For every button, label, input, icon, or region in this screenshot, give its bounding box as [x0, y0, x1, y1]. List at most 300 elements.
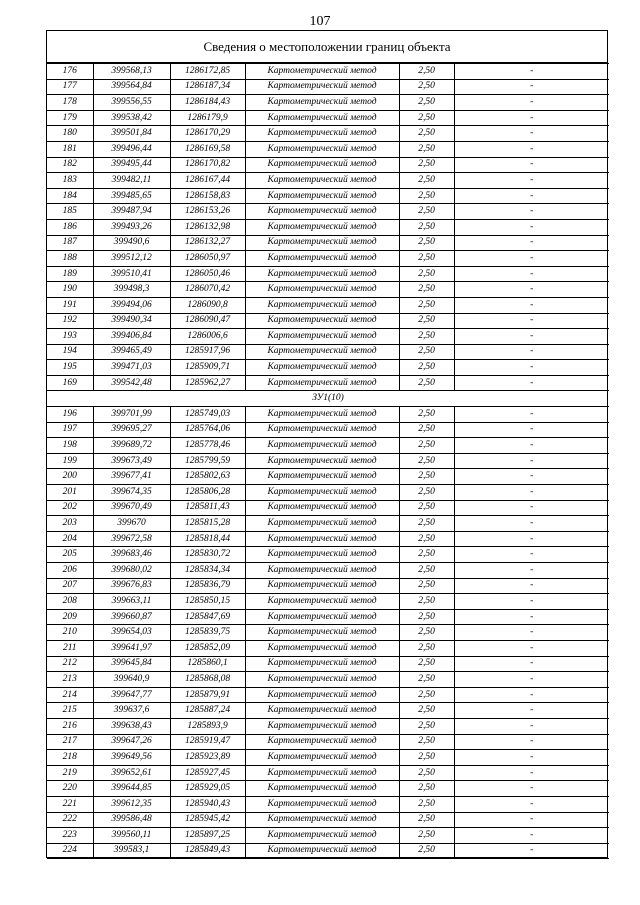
method-cell: Картометрический метод	[245, 750, 399, 766]
description-cell: -	[454, 204, 609, 220]
table-row	[47, 173, 609, 189]
table-row	[47, 625, 609, 641]
y-coordinate-cell: 1285806,28	[170, 485, 245, 501]
description-cell: -	[454, 843, 609, 859]
x-coordinate-cell: 399510,41	[93, 266, 170, 282]
accuracy-cell: 2,50	[399, 251, 454, 267]
accuracy-cell: 2,50	[399, 297, 454, 313]
x-coordinate-cell: 399490,34	[93, 313, 170, 329]
point-number-cell: 221	[47, 796, 93, 812]
x-coordinate-cell: 399640,9	[93, 672, 170, 688]
x-coordinate-cell: 399501,84	[93, 126, 170, 142]
accuracy-cell: 2,50	[399, 516, 454, 532]
y-coordinate-cell: 1285887,24	[170, 703, 245, 719]
x-coordinate-cell: 399494,06	[93, 297, 170, 313]
table-row	[47, 687, 609, 703]
accuracy-cell: 2,50	[399, 375, 454, 391]
table-row	[47, 750, 609, 766]
accuracy-cell: 2,50	[399, 594, 454, 610]
point-number-cell: 210	[47, 625, 93, 641]
x-coordinate-cell: 399406,84	[93, 329, 170, 345]
accuracy-cell: 2,50	[399, 95, 454, 111]
table-row	[47, 843, 609, 859]
method-cell: Картометрический метод	[245, 173, 399, 189]
point-number-cell: 219	[47, 765, 93, 781]
point-number-cell: 187	[47, 235, 93, 251]
section-row	[47, 391, 609, 407]
method-cell: Картометрический метод	[245, 407, 399, 423]
description-cell: -	[454, 656, 609, 672]
point-number-cell: 209	[47, 609, 93, 625]
point-number-cell: 196	[47, 407, 93, 423]
method-cell: Картометрический метод	[245, 157, 399, 173]
description-cell: -	[454, 64, 609, 80]
table-row	[47, 126, 609, 142]
x-coordinate-cell: 399482,11	[93, 173, 170, 189]
accuracy-cell: 2,50	[399, 110, 454, 126]
point-number-cell: 208	[47, 594, 93, 610]
y-coordinate-cell: 1285852,09	[170, 640, 245, 656]
y-coordinate-cell: 1286158,83	[170, 188, 245, 204]
x-coordinate-cell: 399542,48	[93, 375, 170, 391]
accuracy-cell: 2,50	[399, 329, 454, 345]
accuracy-cell: 2,50	[399, 656, 454, 672]
point-number-cell: 184	[47, 188, 93, 204]
method-cell: Картометрический метод	[245, 625, 399, 641]
table-row	[47, 422, 609, 438]
description-cell: -	[454, 453, 609, 469]
point-number-cell: 180	[47, 126, 93, 142]
y-coordinate-cell: 1286132,98	[170, 219, 245, 235]
point-number-cell: 218	[47, 750, 93, 766]
description-cell: -	[454, 765, 609, 781]
point-number-cell: 200	[47, 469, 93, 485]
method-cell: Картометрический метод	[245, 375, 399, 391]
accuracy-cell: 2,50	[399, 407, 454, 423]
table-row	[47, 64, 609, 80]
description-cell: -	[454, 485, 609, 501]
accuracy-cell: 2,50	[399, 563, 454, 579]
description-cell: -	[454, 188, 609, 204]
method-cell: Картометрический метод	[245, 656, 399, 672]
description-cell: -	[454, 282, 609, 298]
y-coordinate-cell: 1285836,79	[170, 578, 245, 594]
point-number-cell: 177	[47, 79, 93, 95]
x-coordinate-cell: 399663,11	[93, 594, 170, 610]
method-cell: Картометрический метод	[245, 687, 399, 703]
method-cell: Картометрический метод	[245, 843, 399, 859]
method-cell: Картометрический метод	[245, 609, 399, 625]
table-row	[47, 563, 609, 579]
accuracy-cell: 2,50	[399, 266, 454, 282]
table-row	[47, 453, 609, 469]
method-cell: Картометрический метод	[245, 516, 399, 532]
table-row	[47, 329, 609, 345]
point-number-cell: 183	[47, 173, 93, 189]
accuracy-cell: 2,50	[399, 750, 454, 766]
y-coordinate-cell: 1285764,06	[170, 422, 245, 438]
method-cell: Картометрический метод	[245, 251, 399, 267]
table-row	[47, 251, 609, 267]
description-cell: -	[454, 625, 609, 641]
table-row	[47, 828, 609, 844]
description-cell: -	[454, 344, 609, 360]
table-row	[47, 718, 609, 734]
table-row	[47, 500, 609, 516]
x-coordinate-cell: 399674,35	[93, 485, 170, 501]
y-coordinate-cell: 1286172,85	[170, 64, 245, 80]
description-cell: -	[454, 438, 609, 454]
table-row	[47, 407, 609, 423]
point-number-cell: 195	[47, 360, 93, 376]
description-cell: -	[454, 828, 609, 844]
table-row	[47, 469, 609, 485]
x-coordinate-cell: 399701,99	[93, 407, 170, 423]
method-cell: Картометрический метод	[245, 469, 399, 485]
table-row	[47, 438, 609, 454]
y-coordinate-cell: 1285909,71	[170, 360, 245, 376]
description-cell: -	[454, 219, 609, 235]
description-cell: -	[454, 563, 609, 579]
y-coordinate-cell: 1285927,45	[170, 765, 245, 781]
method-cell: Картометрический метод	[245, 297, 399, 313]
point-number-cell: 198	[47, 438, 93, 454]
section-label: ЗУ1(10)	[47, 391, 609, 407]
description-cell: -	[454, 687, 609, 703]
y-coordinate-cell: 1285940,43	[170, 796, 245, 812]
y-coordinate-cell: 1286184,43	[170, 95, 245, 111]
y-coordinate-cell: 1285778,46	[170, 438, 245, 454]
table-row	[47, 282, 609, 298]
method-cell: Картометрический метод	[245, 188, 399, 204]
y-coordinate-cell: 1286167,44	[170, 173, 245, 189]
point-number-cell: 199	[47, 453, 93, 469]
method-cell: Картометрический метод	[245, 344, 399, 360]
x-coordinate-cell: 399612,35	[93, 796, 170, 812]
point-number-cell: 185	[47, 204, 93, 220]
table-row	[47, 110, 609, 126]
description-cell: -	[454, 235, 609, 251]
description-cell: -	[454, 547, 609, 563]
description-cell: -	[454, 516, 609, 532]
x-coordinate-cell: 399471,03	[93, 360, 170, 376]
point-number-cell: 202	[47, 500, 93, 516]
y-coordinate-cell: 1286050,46	[170, 266, 245, 282]
x-coordinate-cell: 399564,84	[93, 79, 170, 95]
description-cell: -	[454, 469, 609, 485]
accuracy-cell: 2,50	[399, 828, 454, 844]
y-coordinate-cell: 1285815,28	[170, 516, 245, 532]
accuracy-cell: 2,50	[399, 812, 454, 828]
table-row	[47, 79, 609, 95]
method-cell: Картометрический метод	[245, 141, 399, 157]
description-cell: -	[454, 640, 609, 656]
x-coordinate-cell: 399677,41	[93, 469, 170, 485]
y-coordinate-cell: 1286090,8	[170, 297, 245, 313]
point-number-cell: 213	[47, 672, 93, 688]
y-coordinate-cell: 1286179,9	[170, 110, 245, 126]
x-coordinate-cell: 399487,94	[93, 204, 170, 220]
method-cell: Картометрический метод	[245, 781, 399, 797]
description-cell: -	[454, 703, 609, 719]
table-row	[47, 235, 609, 251]
y-coordinate-cell: 1285850,15	[170, 594, 245, 610]
point-number-cell: 182	[47, 157, 93, 173]
accuracy-cell: 2,50	[399, 500, 454, 516]
y-coordinate-cell: 1285847,69	[170, 609, 245, 625]
point-number-cell: 222	[47, 812, 93, 828]
accuracy-cell: 2,50	[399, 188, 454, 204]
x-coordinate-cell: 399695,27	[93, 422, 170, 438]
description-cell: -	[454, 297, 609, 313]
description-cell: -	[454, 251, 609, 267]
y-coordinate-cell: 1285811,43	[170, 500, 245, 516]
x-coordinate-cell: 399676,83	[93, 578, 170, 594]
y-coordinate-cell: 1285849,43	[170, 843, 245, 859]
point-number-cell: 203	[47, 516, 93, 532]
method-cell: Картометрический метод	[245, 594, 399, 610]
y-coordinate-cell: 1285962,27	[170, 375, 245, 391]
y-coordinate-cell: 1286132,27	[170, 235, 245, 251]
method-cell: Картометрический метод	[245, 703, 399, 719]
description-cell: -	[454, 407, 609, 423]
x-coordinate-cell: 399652,61	[93, 765, 170, 781]
accuracy-cell: 2,50	[399, 157, 454, 173]
method-cell: Картометрический метод	[245, 219, 399, 235]
accuracy-cell: 2,50	[399, 64, 454, 80]
method-cell: Картометрический метод	[245, 765, 399, 781]
point-number-cell: 215	[47, 703, 93, 719]
accuracy-cell: 2,50	[399, 313, 454, 329]
x-coordinate-cell: 399660,87	[93, 609, 170, 625]
y-coordinate-cell: 1286170,82	[170, 157, 245, 173]
point-number-cell: 211	[47, 640, 93, 656]
method-cell: Картометрический метод	[245, 563, 399, 579]
method-cell: Картометрический метод	[245, 266, 399, 282]
y-coordinate-cell: 1285749,03	[170, 407, 245, 423]
accuracy-cell: 2,50	[399, 79, 454, 95]
accuracy-cell: 2,50	[399, 453, 454, 469]
description-cell: -	[454, 329, 609, 345]
method-cell: Картометрический метод	[245, 235, 399, 251]
point-number-cell: 193	[47, 329, 93, 345]
point-number-cell: 206	[47, 563, 93, 579]
x-coordinate-cell: 399670,49	[93, 500, 170, 516]
table-row	[47, 609, 609, 625]
method-cell: Картометрический метод	[245, 734, 399, 750]
y-coordinate-cell: 1285818,44	[170, 531, 245, 547]
description-cell: -	[454, 750, 609, 766]
table-row	[47, 734, 609, 750]
table-row	[47, 656, 609, 672]
y-coordinate-cell: 1285897,25	[170, 828, 245, 844]
table-row	[47, 141, 609, 157]
y-coordinate-cell: 1285802,63	[170, 469, 245, 485]
y-coordinate-cell: 1286170,29	[170, 126, 245, 142]
point-number-cell: 181	[47, 141, 93, 157]
y-coordinate-cell: 1285945,42	[170, 812, 245, 828]
accuracy-cell: 2,50	[399, 765, 454, 781]
accuracy-cell: 2,50	[399, 609, 454, 625]
y-coordinate-cell: 1286070,42	[170, 282, 245, 298]
method-cell: Картометрический метод	[245, 718, 399, 734]
accuracy-cell: 2,50	[399, 718, 454, 734]
description-cell: -	[454, 500, 609, 516]
method-cell: Картометрический метод	[245, 500, 399, 516]
accuracy-cell: 2,50	[399, 625, 454, 641]
y-coordinate-cell: 1285893,9	[170, 718, 245, 734]
x-coordinate-cell: 399586,48	[93, 812, 170, 828]
point-number-cell: 207	[47, 578, 93, 594]
y-coordinate-cell: 1286006,6	[170, 329, 245, 345]
x-coordinate-cell: 399644,85	[93, 781, 170, 797]
description-cell: -	[454, 173, 609, 189]
x-coordinate-cell: 399647,77	[93, 687, 170, 703]
point-number-cell: 194	[47, 344, 93, 360]
accuracy-cell: 2,50	[399, 734, 454, 750]
point-number-cell: 201	[47, 485, 93, 501]
description-cell: -	[454, 578, 609, 594]
y-coordinate-cell: 1285919,47	[170, 734, 245, 750]
x-coordinate-cell: 399568,13	[93, 64, 170, 80]
table-row	[47, 781, 609, 797]
method-cell: Картометрический метод	[245, 79, 399, 95]
method-cell: Картометрический метод	[245, 796, 399, 812]
y-coordinate-cell: 1285799,59	[170, 453, 245, 469]
description-cell: -	[454, 95, 609, 111]
point-number-cell: 216	[47, 718, 93, 734]
accuracy-cell: 2,50	[399, 204, 454, 220]
method-cell: Картометрический метод	[245, 812, 399, 828]
point-number-cell: 190	[47, 282, 93, 298]
x-coordinate-cell: 399638,43	[93, 718, 170, 734]
table-row	[47, 313, 609, 329]
y-coordinate-cell: 1285923,89	[170, 750, 245, 766]
method-cell: Картометрический метод	[245, 64, 399, 80]
x-coordinate-cell: 399490,6	[93, 235, 170, 251]
accuracy-cell: 2,50	[399, 235, 454, 251]
table-row	[47, 485, 609, 501]
x-coordinate-cell: 399495,44	[93, 157, 170, 173]
accuracy-cell: 2,50	[399, 422, 454, 438]
description-cell: -	[454, 141, 609, 157]
table-row	[47, 796, 609, 812]
accuracy-cell: 2,50	[399, 843, 454, 859]
method-cell: Картометрический метод	[245, 329, 399, 345]
method-cell: Картометрический метод	[245, 453, 399, 469]
description-cell: -	[454, 781, 609, 797]
x-coordinate-cell: 399649,56	[93, 750, 170, 766]
accuracy-cell: 2,50	[399, 703, 454, 719]
point-number-cell: 191	[47, 297, 93, 313]
y-coordinate-cell: 1285929,05	[170, 781, 245, 797]
method-cell: Картометрический метод	[245, 95, 399, 111]
point-number-cell: 204	[47, 531, 93, 547]
coordinates-table	[47, 63, 609, 859]
table-row	[47, 204, 609, 220]
point-number-cell: 214	[47, 687, 93, 703]
method-cell: Картометрический метод	[245, 531, 399, 547]
table-row	[47, 297, 609, 313]
accuracy-cell: 2,50	[399, 531, 454, 547]
accuracy-cell: 2,50	[399, 672, 454, 688]
point-number-cell: 176	[47, 64, 93, 80]
y-coordinate-cell: 1285834,34	[170, 563, 245, 579]
accuracy-cell: 2,50	[399, 469, 454, 485]
table-row	[47, 547, 609, 563]
description-cell: -	[454, 313, 609, 329]
description-cell: -	[454, 796, 609, 812]
table-row	[47, 578, 609, 594]
y-coordinate-cell: 1285868,08	[170, 672, 245, 688]
method-cell: Картометрический метод	[245, 547, 399, 563]
table-row	[47, 640, 609, 656]
method-cell: Картометрический метод	[245, 422, 399, 438]
description-cell: -	[454, 422, 609, 438]
x-coordinate-cell: 399647,26	[93, 734, 170, 750]
accuracy-cell: 2,50	[399, 687, 454, 703]
description-cell: -	[454, 609, 609, 625]
x-coordinate-cell: 399498,3	[93, 282, 170, 298]
x-coordinate-cell: 399673,49	[93, 453, 170, 469]
x-coordinate-cell: 399512,12	[93, 251, 170, 267]
x-coordinate-cell: 399493,26	[93, 219, 170, 235]
method-cell: Картометрический метод	[245, 828, 399, 844]
table-row	[47, 516, 609, 532]
table-row	[47, 360, 609, 376]
method-cell: Картометрический метод	[245, 204, 399, 220]
x-coordinate-cell: 399583,1	[93, 843, 170, 859]
point-number-cell: 224	[47, 843, 93, 859]
point-number-cell: 220	[47, 781, 93, 797]
description-cell: -	[454, 718, 609, 734]
accuracy-cell: 2,50	[399, 344, 454, 360]
accuracy-cell: 2,50	[399, 547, 454, 563]
method-cell: Картометрический метод	[245, 360, 399, 376]
x-coordinate-cell: 399645,84	[93, 656, 170, 672]
description-cell: -	[454, 79, 609, 95]
document-frame	[46, 30, 608, 858]
table-row	[47, 219, 609, 235]
y-coordinate-cell: 1286050,97	[170, 251, 245, 267]
description-cell: -	[454, 375, 609, 391]
point-number-cell: 189	[47, 266, 93, 282]
x-coordinate-cell: 399538,42	[93, 110, 170, 126]
method-cell: Картометрический метод	[245, 672, 399, 688]
accuracy-cell: 2,50	[399, 485, 454, 501]
x-coordinate-cell: 399496,44	[93, 141, 170, 157]
point-number-cell: 179	[47, 110, 93, 126]
description-cell: -	[454, 734, 609, 750]
table-row	[47, 157, 609, 173]
point-number-cell: 212	[47, 656, 93, 672]
description-cell: -	[454, 360, 609, 376]
accuracy-cell: 2,50	[399, 219, 454, 235]
method-cell: Картометрический метод	[245, 485, 399, 501]
method-cell: Картометрический метод	[245, 438, 399, 454]
table-row	[47, 594, 609, 610]
x-coordinate-cell: 399560,11	[93, 828, 170, 844]
x-coordinate-cell: 399556,55	[93, 95, 170, 111]
description-cell: -	[454, 157, 609, 173]
document-title: Сведения о местоположении границ объекта	[47, 31, 607, 63]
point-number-cell: 223	[47, 828, 93, 844]
x-coordinate-cell: 399637,6	[93, 703, 170, 719]
point-number-cell: 178	[47, 95, 93, 111]
table-row	[47, 531, 609, 547]
description-cell: -	[454, 594, 609, 610]
method-cell: Картометрический метод	[245, 126, 399, 142]
